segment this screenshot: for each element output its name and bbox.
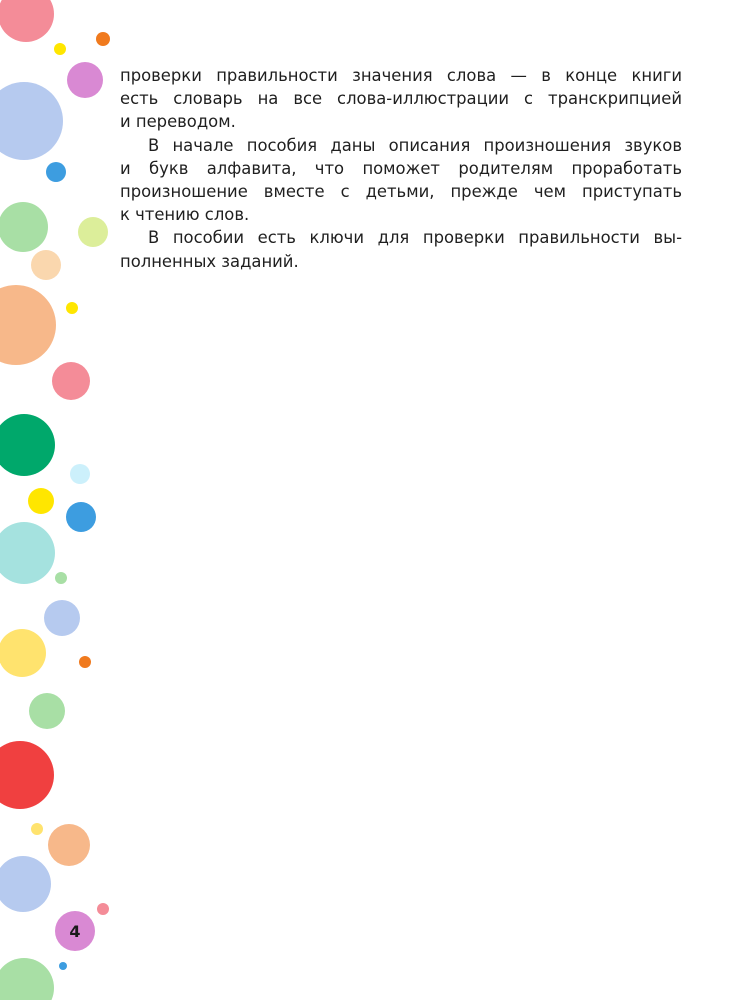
text-line: произношение вместе с детьми, прежде чем приступать — [120, 181, 682, 201]
light-green-circle — [0, 958, 54, 1000]
pink-circle — [0, 0, 54, 42]
page-number: 4 — [69, 921, 81, 941]
gold-dot — [31, 823, 43, 835]
pale-cyan-circle — [70, 464, 90, 484]
violet-circle — [67, 62, 103, 98]
gold-circle — [0, 629, 46, 677]
blue-dot — [46, 162, 66, 182]
lime-circle — [78, 217, 108, 247]
paragraph-1 — [120, 64, 682, 134]
body-text — [120, 64, 682, 273]
red-circle — [0, 741, 54, 809]
text-line: и букв алфавита, что поможет родителям проработать — [120, 158, 682, 178]
orange-dot — [79, 656, 91, 668]
salmon-circle — [0, 285, 56, 365]
text-line: есть словарь на все слова-иллюстрации с транскрипцией — [120, 89, 682, 109]
text-line: В пособии есть ключи для проверки правильности вы- — [148, 228, 682, 248]
light-blue-circle — [0, 856, 51, 912]
yellow-dot — [54, 43, 66, 55]
text-line: проверки правильности значения слова — в конце книги — [120, 66, 682, 85]
light-blue-circle — [0, 82, 63, 160]
text-line: полненных заданий. — [120, 251, 299, 271]
paragraph-2 — [120, 134, 682, 227]
green-circle — [0, 414, 55, 476]
light-green-circle — [29, 693, 65, 729]
blue-circle — [66, 502, 96, 532]
salmon-circle — [48, 824, 90, 866]
light-blue-circle — [44, 600, 80, 636]
pink-circle — [52, 362, 90, 400]
text-line: к чтению слов. — [120, 205, 250, 225]
teal-circle — [0, 522, 55, 584]
peach-circle — [31, 250, 61, 280]
yellow-circle — [28, 488, 54, 514]
orange-dot — [96, 32, 110, 46]
blue-dot — [59, 962, 67, 970]
text-line: В начале пособия даны описания произношения звуков — [148, 135, 682, 155]
light-green-circle — [0, 202, 48, 252]
pink-dot — [97, 903, 109, 915]
light-green-dot — [55, 572, 67, 584]
paragraph-3 — [120, 226, 682, 272]
yellow-dot — [66, 302, 78, 314]
text-line: и переводом. — [120, 112, 236, 132]
